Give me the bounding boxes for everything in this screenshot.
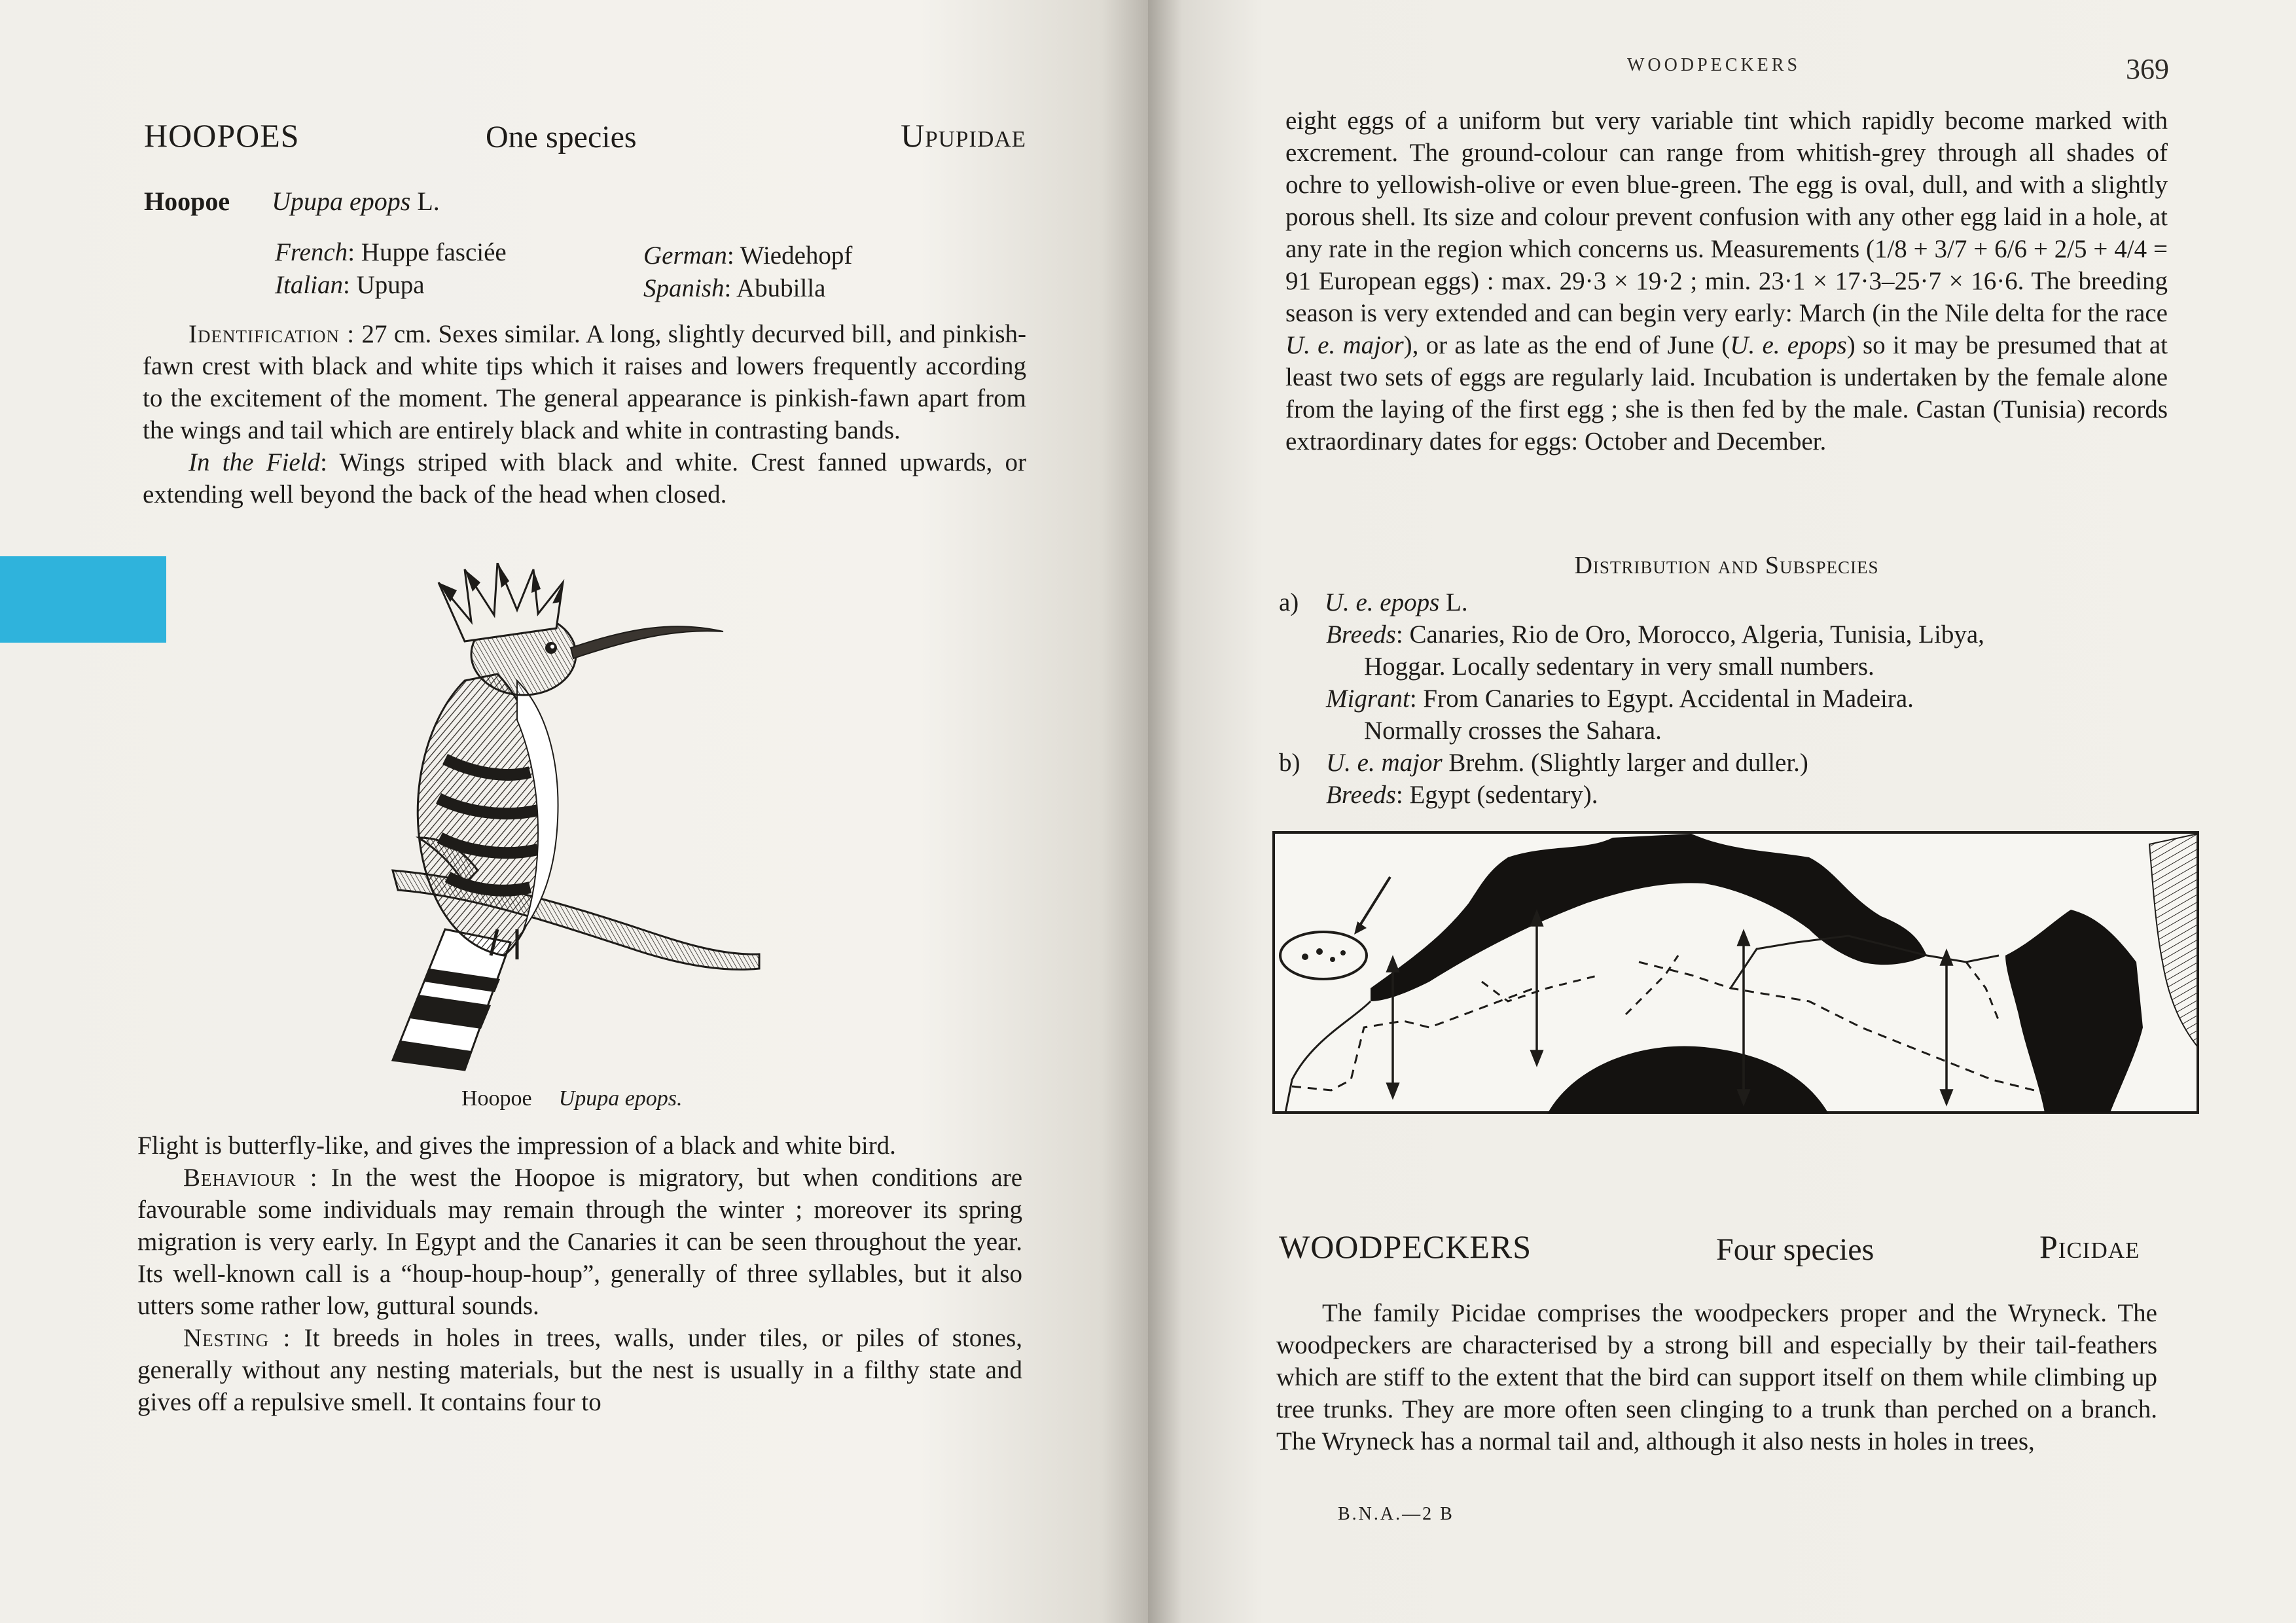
nesting-paragraph bbox=[137, 1322, 1022, 1418]
list-marker: a) bbox=[1279, 588, 1299, 616]
race-epops: U. e. epops bbox=[1730, 331, 1847, 359]
distribution-list bbox=[1279, 586, 2169, 811]
foreign-lang: French bbox=[275, 238, 348, 266]
right-page bbox=[1148, 0, 2296, 1623]
field-label: In the Field bbox=[188, 448, 321, 476]
common-name: Hoopoe bbox=[144, 187, 230, 216]
list-marker: b) bbox=[1279, 749, 1300, 777]
nesting-cont-part: ) so it may be presumed that at least two sets of eggs are regularly laid. Incubation is undertaken by the female alone from the laying of the first egg ; she is then fed by the male. Castan (Tunisia) records extraordinary dates for eggs: October and December. bbox=[1285, 331, 2168, 455]
nesting-label: Nesting : bbox=[183, 1324, 291, 1352]
subspecies-name: U. e. epops bbox=[1324, 588, 1440, 616]
woodpeckers-intro: The family Picidae comprises the woodpeckers proper and the Wryneck. The woodpeckers are characterised by a strong bill and especially by their tail-feathers which are stiff to the extent that the bird can support itself on them while climbing up tree trunks. They are more often seen clinging to a trunk than perched on a branch. The Wryneck has a normal tail and, although it also nests in holes in trees, bbox=[1276, 1299, 2157, 1455]
scientific-name: Upupa epops bbox=[272, 187, 411, 216]
foreign-lang: Italian bbox=[275, 271, 343, 299]
breeds-row-b bbox=[1279, 779, 2169, 811]
identification-label: Identification : bbox=[188, 320, 355, 348]
identification-text: 27 cm. Sexes similar. A long, slightly decurved bill, and pinkish-fawn crest with black and white tips which it raises and lowers frequently according to the excitement of the moment. The general appearance is pinkish-fawn apart from the wings and tail which are entirely black and white in contrasting bands. bbox=[143, 320, 1026, 444]
breeds-row-a-2: Hoggar. Locally sedentary in very small numbers. bbox=[1364, 652, 1874, 681]
nesting-continuation-block bbox=[1285, 105, 2168, 457]
page-number: 369 bbox=[2126, 53, 2169, 85]
latin-family-hoopoes: Upupidae bbox=[901, 117, 1026, 154]
breeds-row-a bbox=[1279, 618, 2169, 651]
migrant-row-a bbox=[1279, 683, 2169, 715]
foreign-name: Wiedehopf bbox=[740, 241, 853, 270]
race-major: U. e. major bbox=[1285, 331, 1404, 359]
subspecies-authority: L. bbox=[1446, 588, 1468, 616]
migrant-label: Migrant bbox=[1326, 685, 1410, 713]
foreign-name-german: German: Wiedehopf bbox=[643, 241, 853, 270]
figure-caption bbox=[461, 1086, 683, 1111]
identification-block bbox=[143, 318, 1026, 510]
subspecies-name: U. e. major bbox=[1326, 749, 1443, 777]
behaviour-label: Behaviour : bbox=[183, 1164, 318, 1192]
foreign-lang: German bbox=[643, 241, 727, 270]
foreign-name: Huppe fasciée bbox=[361, 238, 507, 266]
breeds-label: Breeds bbox=[1326, 620, 1396, 649]
species-authority: L. bbox=[417, 187, 440, 216]
latin-family-woodpeckers: Picidae bbox=[2039, 1228, 2140, 1265]
foreign-name-italian: Italian: Upupa bbox=[275, 271, 425, 299]
caption-latin: Upupa epops. bbox=[558, 1086, 683, 1111]
foreign-name: Upupa bbox=[356, 271, 425, 299]
nesting-cont-part: eight eggs of a uniform but very variable tint which rapidly become marked with excrement. The ground-colour can range from whitish-grey through all shades of ochre to yellowish-olive or even blue-green. The egg is oval, dull, and with a slightly porous shell. Its size and colour prevent confusion with any other egg laid in a hole, at any rate in the region which concerns us. Measurements (1/8 + 3/7 + 6/6 + 2/5 + 4/4 = 91 European eggs) : max. 29·3 × 19·2 ; min. 23·1 × 17·3–25·7 × 16·6. The breeding season is very extended and can begin very early: March (in the Nile delta for the race bbox=[1285, 107, 2168, 327]
flight-paragraph: Flight is butterfly-like, and gives the impression of a black and white bird. bbox=[137, 1132, 896, 1160]
running-head: WOODPECKERS bbox=[1627, 55, 1801, 75]
behaviour-paragraph bbox=[137, 1162, 1022, 1322]
foreign-name-spanish: Spanish: Abubilla bbox=[643, 274, 826, 302]
behaviour-block bbox=[137, 1130, 1022, 1418]
migrant-row-a-2: Normally crosses the Sahara. bbox=[1364, 717, 1662, 745]
subspecies-b bbox=[1279, 747, 2169, 779]
nesting-continuation bbox=[1285, 105, 2168, 457]
species-count-woodpeckers: Four species bbox=[1716, 1232, 1874, 1267]
foreign-name-french: French: Huppe fasciée bbox=[275, 238, 507, 266]
family-heading-woodpeckers: WOODPECKERS bbox=[1279, 1228, 1532, 1265]
blue-bookmark-tab bbox=[0, 556, 166, 643]
subspecies-a bbox=[1279, 586, 2169, 618]
foreign-lang: Spanish bbox=[643, 274, 725, 302]
nesting-text: It breeds in holes in trees, walls, under tiles, or piles of stones, generally without any nesting materials, but the nest is usually in a filthy state and gives off a repulsive smell. It contains four to bbox=[137, 1324, 1023, 1416]
woodpeckers-intro-block bbox=[1276, 1297, 2157, 1457]
hoopoe-illustration bbox=[367, 563, 812, 1073]
family-heading-hoopoes: HOOPOES bbox=[144, 117, 300, 154]
foreign-name: Abubilla bbox=[736, 274, 826, 302]
nesting-cont-part: ), or as late as the end of June ( bbox=[1403, 331, 1731, 359]
field-paragraph bbox=[143, 446, 1026, 510]
caption-common: Hoopoe bbox=[461, 1086, 532, 1111]
breeds-text: : Canaries, Rio de Oro, Morocco, Algeria, Tunisia, Libya, bbox=[1395, 620, 1984, 649]
species-count-hoopoes: One species bbox=[486, 120, 637, 154]
distribution-map bbox=[1272, 831, 2199, 1114]
signature-mark: B.N.A.—2 B bbox=[1338, 1504, 1454, 1524]
breeds-label: Breeds bbox=[1326, 781, 1396, 809]
breeds-text: : Egypt (sedentary). bbox=[1395, 781, 1598, 809]
field-text: : Wings striped with black and white. Crest fanned upwards, or extending well beyond the back of the head when closed. bbox=[143, 448, 1027, 508]
identification-paragraph bbox=[143, 318, 1026, 446]
behaviour-text: In the west the Hoopoe is migratory, but when conditions are favourable some individuals may remain through the winter ; moreover its spring migration is very early. In Egypt and the Canaries it can be seen throughout the year. Its well-known call is a “houp-houp-houp”, generally of three syllables, but it also utters some rather low, guttural sounds. bbox=[137, 1164, 1022, 1320]
migrant-text: : From Canaries to Egypt. Accidental in Madeira. bbox=[1409, 685, 1914, 713]
subspecies-authority: Brehm. (Slightly larger and duller.) bbox=[1448, 749, 1808, 777]
species-heading bbox=[144, 186, 440, 217]
distribution-heading: Distribution and Subspecies bbox=[1574, 552, 1879, 579]
